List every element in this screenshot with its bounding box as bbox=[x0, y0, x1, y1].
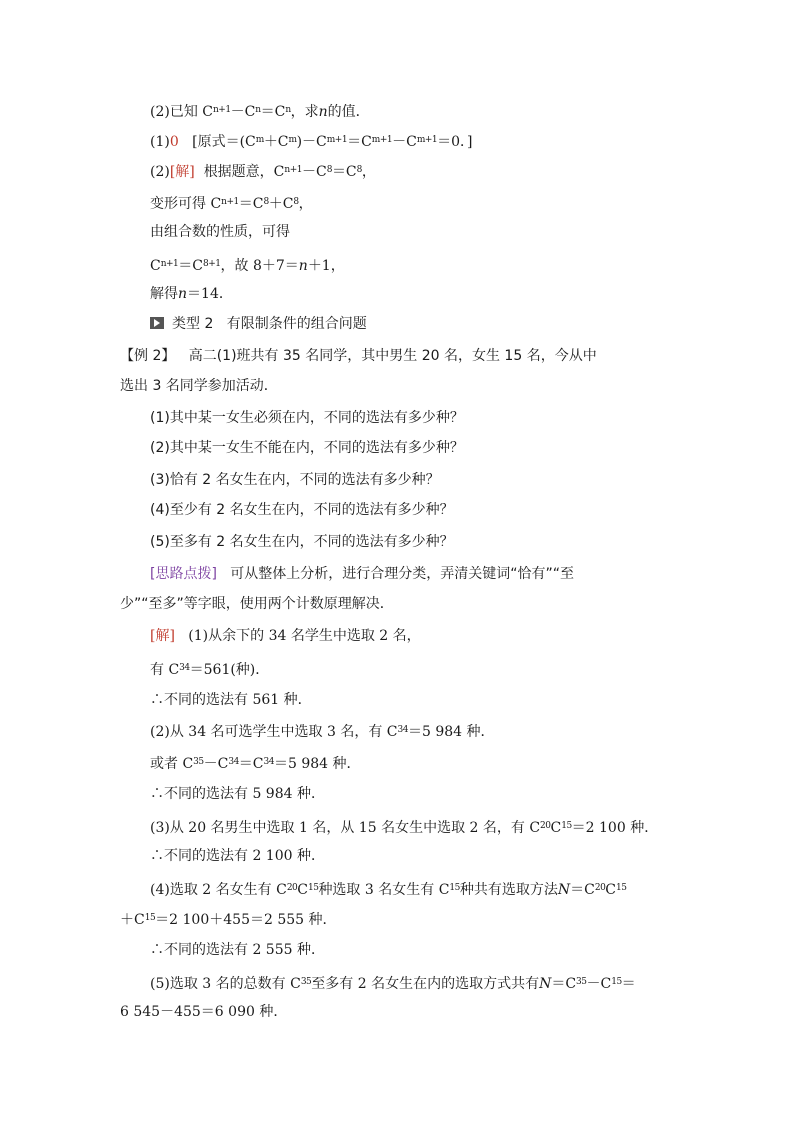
answer-line-1 bbox=[150, 130, 473, 152]
text: ＋C bbox=[120, 912, 145, 928]
superscript: m+1 bbox=[326, 135, 348, 145]
text: ＝C bbox=[178, 258, 204, 274]
variable: N bbox=[557, 882, 571, 898]
text: ∴不同的选法有 2 100 种． bbox=[150, 848, 325, 864]
text: (5)至多有 2 名女生在内，不同的选法有多少种？ bbox=[150, 534, 454, 550]
text: C bbox=[605, 882, 617, 898]
variable: n bbox=[298, 258, 308, 274]
text: 选出 3 名同学参加活动． bbox=[120, 378, 278, 394]
text: ∴不同的选法有 5 984 种． bbox=[150, 786, 325, 802]
superscript: m bbox=[288, 135, 297, 145]
example-question-3 bbox=[150, 470, 440, 490]
text: ＝C bbox=[331, 164, 357, 180]
text: 种共有选取方法 bbox=[459, 882, 558, 898]
solution-line-1 bbox=[150, 626, 421, 646]
text: 根据题意，C bbox=[203, 164, 285, 180]
text: －C bbox=[203, 756, 229, 772]
solution-line-5 bbox=[150, 752, 361, 774]
text: ＝C bbox=[238, 196, 264, 212]
solution-line-13 bbox=[120, 1002, 287, 1022]
text: (4)选取 2 名女生有 C bbox=[150, 882, 287, 898]
text: －C bbox=[586, 976, 612, 992]
answer-line-2 bbox=[150, 160, 376, 182]
text: (3)从 20 名男生中选取 1 名，从 15 名女生中选取 2 名，有 C bbox=[150, 820, 541, 836]
superscript: 34 bbox=[263, 757, 274, 767]
example-question-5 bbox=[150, 532, 454, 552]
text: ＝2 100 种． bbox=[571, 820, 659, 836]
text: ＝561(种)． bbox=[189, 662, 270, 678]
section-type-label: 类型 2 bbox=[172, 316, 214, 332]
text: (2) bbox=[150, 164, 170, 180]
superscript: 34 bbox=[228, 757, 239, 767]
text: －C bbox=[301, 164, 327, 180]
text: ＝C bbox=[551, 976, 577, 992]
solution-line-7 bbox=[150, 816, 658, 838]
superscript: 8 bbox=[293, 197, 299, 207]
example-question-4 bbox=[150, 500, 454, 520]
superscript: 15 bbox=[611, 977, 622, 987]
superscript: 8 bbox=[356, 165, 362, 175]
variable: n bbox=[178, 286, 188, 302]
text: ∴不同的选法有 2 555 种． bbox=[150, 942, 325, 958]
variable: n bbox=[318, 104, 328, 120]
answer-value: 0 bbox=[169, 134, 179, 150]
text: [原式＝(C bbox=[192, 134, 256, 150]
text: (2)其中某一女生不能在内，不同的选法有多少种？ bbox=[150, 440, 464, 456]
superscript: m bbox=[255, 135, 264, 145]
solution-label: [解] bbox=[169, 164, 195, 180]
superscript: 8+1 bbox=[203, 259, 221, 269]
solution-line-10 bbox=[120, 908, 337, 930]
text: －C bbox=[392, 134, 417, 150]
superscript: 15 bbox=[561, 821, 572, 831]
text: (4)至少有 2 名女生在内，不同的选法有多少种？ bbox=[150, 502, 454, 518]
superscript: 20 bbox=[540, 821, 551, 831]
text: ＝C bbox=[570, 882, 595, 898]
solution-line-3 bbox=[150, 690, 312, 710]
answer-line-4 bbox=[150, 222, 290, 242]
superscript: m+1 bbox=[371, 135, 393, 145]
text: (2)已知 C bbox=[150, 104, 213, 120]
hint-label: [思路点拨] bbox=[150, 566, 217, 582]
text: ， bbox=[361, 164, 376, 180]
text: 解得 bbox=[150, 286, 178, 302]
answer-line-3 bbox=[150, 192, 313, 214]
text: (1)其中某一女生必须在内，不同的选法有多少种？ bbox=[150, 410, 464, 426]
example-question-2 bbox=[150, 438, 464, 458]
text: ，求 bbox=[290, 104, 319, 120]
superscript: 20 bbox=[594, 883, 606, 893]
text: 有 C bbox=[150, 662, 180, 678]
superscript: 8 bbox=[263, 197, 269, 207]
section-title: 有限制条件的组合问题 bbox=[226, 316, 367, 332]
text: 少”“至多”等字眼，使用两个计数原理解决． bbox=[120, 596, 394, 612]
text: ＝C bbox=[238, 756, 264, 772]
superscript: 34 bbox=[397, 725, 408, 735]
example-line-1 bbox=[120, 346, 597, 366]
text: ＝2 100＋455＝2 555 种． bbox=[155, 912, 337, 928]
solution-line-4 bbox=[150, 720, 495, 742]
variable: N bbox=[539, 976, 552, 992]
text: ＝C bbox=[347, 134, 372, 150]
answer-line-6 bbox=[150, 284, 233, 304]
text: C bbox=[150, 258, 161, 274]
text: －C bbox=[230, 104, 256, 120]
text: ＋C bbox=[268, 196, 294, 212]
solution-line-11 bbox=[150, 940, 325, 960]
text: ∴不同的选法有 561 种． bbox=[150, 692, 312, 708]
solution-line-8 bbox=[150, 846, 325, 866]
text: 变形可得 C bbox=[150, 196, 222, 212]
text: (2)从 34 名可选学生中选取 3 名，有 C bbox=[150, 724, 398, 740]
text: (5)选取 3 名的总数有 C bbox=[150, 976, 301, 992]
text: ＝ bbox=[621, 976, 636, 992]
text: ＝C bbox=[260, 104, 286, 120]
superscript: 35 bbox=[193, 757, 204, 767]
text: ，故 8＋7＝ bbox=[220, 258, 299, 274]
hint-line-2 bbox=[120, 594, 394, 614]
solution-line-9 bbox=[150, 878, 626, 900]
text: 由组合数的性质，可得 bbox=[150, 224, 290, 240]
text: C bbox=[297, 882, 308, 898]
text: 种选取 3 名女生有 C bbox=[318, 882, 450, 898]
superscript: 15 bbox=[307, 883, 319, 893]
text: ， bbox=[298, 196, 313, 212]
text: ＋1， bbox=[307, 258, 345, 274]
superscript: n bbox=[255, 105, 261, 115]
text: C bbox=[550, 820, 562, 836]
example-question-1 bbox=[150, 408, 464, 428]
superscript: n+1 bbox=[284, 165, 302, 175]
text: 可从整体上分析，进行合理分类，弄清关键词“恰有”“至 bbox=[230, 566, 575, 582]
play-triangle-icon bbox=[150, 317, 164, 329]
question-line bbox=[150, 100, 370, 122]
superscript: m+1 bbox=[416, 135, 438, 145]
solution-line-2 bbox=[150, 658, 269, 680]
solution-line-12 bbox=[150, 972, 636, 994]
superscript: 20 bbox=[286, 883, 298, 893]
superscript: 35 bbox=[300, 977, 312, 987]
text: (3)恰有 2 名女生在内，不同的选法有多少种？ bbox=[150, 472, 440, 488]
text: (1) bbox=[150, 134, 170, 150]
example-label: 【例 2】 bbox=[120, 348, 176, 364]
text: ＝14． bbox=[187, 286, 233, 302]
superscript: 15 bbox=[616, 883, 627, 893]
superscript: 34 bbox=[179, 663, 190, 673]
section-heading bbox=[150, 314, 367, 334]
text: 或者 C bbox=[150, 756, 194, 772]
text: 的值． bbox=[327, 104, 370, 120]
superscript: n bbox=[285, 105, 291, 115]
text: ＝5 984 种． bbox=[407, 724, 495, 740]
superscript: n+1 bbox=[213, 105, 231, 115]
hint-line-1 bbox=[150, 564, 574, 584]
text: )－C bbox=[296, 134, 327, 150]
text: ＋C bbox=[263, 134, 289, 150]
text: 6 545－455＝6 090 种． bbox=[120, 1004, 288, 1020]
text: ＝0．] bbox=[437, 134, 473, 150]
solution-label: [解] bbox=[150, 628, 175, 644]
superscript: 8 bbox=[326, 165, 332, 175]
text: ＝5 984 种． bbox=[273, 756, 361, 772]
solution-line-6 bbox=[150, 784, 325, 804]
superscript: 15 bbox=[449, 883, 460, 893]
superscript: n+1 bbox=[160, 259, 179, 269]
superscript: n+1 bbox=[221, 197, 239, 207]
superscript: 15 bbox=[144, 913, 156, 923]
text: 至多有 2 名女生在内的选取方式共有 bbox=[311, 976, 540, 992]
text: (1)从余下的 34 名学生中选取 2 名， bbox=[188, 628, 421, 644]
text: 高二(1)班共有 35 名同学，其中男生 20 名，女生 15 名，今从中 bbox=[188, 348, 597, 364]
answer-line-5 bbox=[150, 254, 345, 276]
example-line-2 bbox=[120, 376, 278, 396]
superscript: 35 bbox=[576, 977, 587, 987]
